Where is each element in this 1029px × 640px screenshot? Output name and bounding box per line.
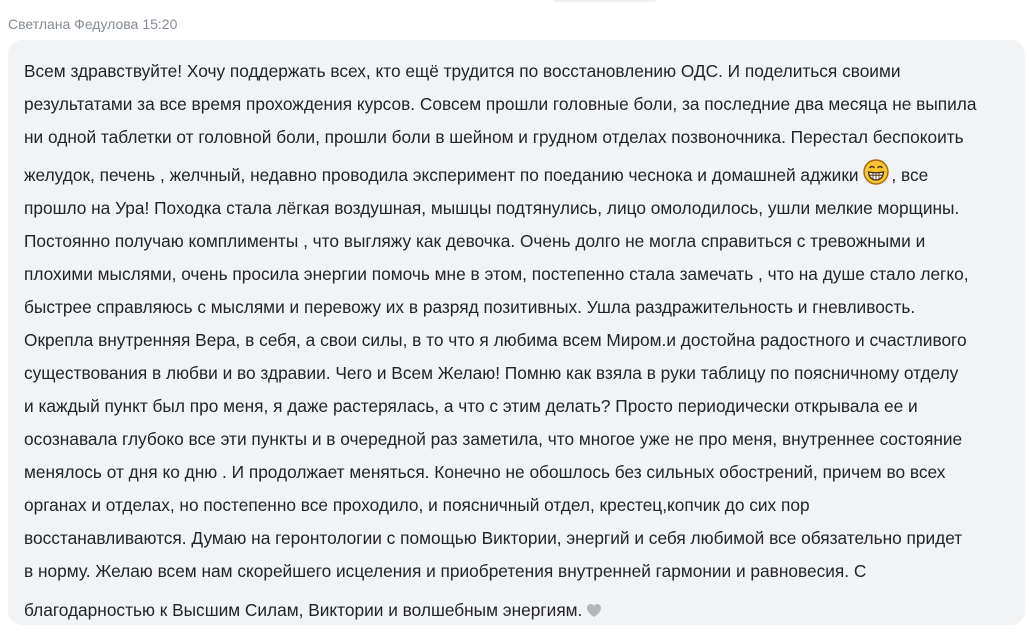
- message-line-tail: , все: [891, 165, 929, 185]
- message-line-text: благодарностью к Высшим Силам, Виктории и волшебным энергиям.: [24, 600, 583, 620]
- message-line: результатами за все время прохождения курсов. Совсем прошли головные боли, за последние два месяца не выпила: [24, 94, 977, 114]
- message-line: органах и отделах, но постепенно все проходило, и поясничный отдел, крестец,копчик до сих пор: [24, 495, 810, 515]
- message-line: прошло на Ура! Походка стала лёгкая воздушная, мышцы подтянулись, лицо омолодилось, ушли мелкие морщины.: [24, 198, 960, 218]
- message-line: восстанавливаются. Думаю на геронтологии с помощью Виктории, энергий и себя любимой все обязательно придет: [24, 528, 963, 548]
- heart-icon: [586, 603, 602, 618]
- message-line: менялось от дня ко дню . И продолжает меняться. Конечно не обошлось без сильных обострений, причем во всех: [24, 462, 946, 482]
- author-name[interactable]: Светлана Федулова: [8, 16, 139, 32]
- message-line: Окрепла внутренняя Вера, в себя, а свои силы, в то что я любима всем Миром.и достойна радостного и счастливого: [24, 330, 967, 350]
- message-line: Всем здравствуйте! Хочу поддержать всех, кто ещё трудится по восстановлению ОДС. И поделиться своими: [24, 61, 901, 81]
- message-line: в норму. Желаю всем нам скорейшего исцеления и приобретения внутренней гармонии и равновесия. С: [24, 561, 867, 581]
- message-line: Постоянно получаю комплименты , что выгляжу как девочка. Очень долго не могла справиться с тревожными и: [24, 231, 926, 251]
- message-line: и каждый пункт был про меня, я даже растерялась, а что с этим делать? Просто периодически открывала ее и: [24, 396, 918, 416]
- message-bubble: [8, 40, 1025, 625]
- message-line: осознавала глубоко все эти пункты и в очередной раз заметила, что многое уже не про меня, внутреннее состояние: [24, 429, 963, 449]
- message-line: плохими мыслями, очень просила энергии помочь мне в этом, постепенно стала замечать , что на душе стало легко,: [24, 264, 969, 284]
- message-line-text: желудок, печень , желчный, недавно проводила эксперимент по поеданию чеснока и домашней аджики: [24, 165, 859, 185]
- grinning-face-emoji: [863, 159, 889, 185]
- message-header: [8, 16, 177, 32]
- message-time: 15:20: [142, 16, 178, 32]
- message-line: существования в любви и во здравии. Чего и Всем Желаю! Помню как взяла в руки таблицу по поясничному отделу: [24, 363, 959, 383]
- message-line: быстрее справляюсь с мыслями и перевожу их в разряд позитивных. Ушла раздражительность и гневливость.: [24, 297, 916, 317]
- message-line-with-emoji: [24, 154, 1001, 192]
- message-line-last: [24, 588, 1001, 632]
- message-line: ни одной таблетки от головной боли, прошли боли в шейном и грудном отделах позвоночника. Перестал беспокоить: [24, 127, 964, 147]
